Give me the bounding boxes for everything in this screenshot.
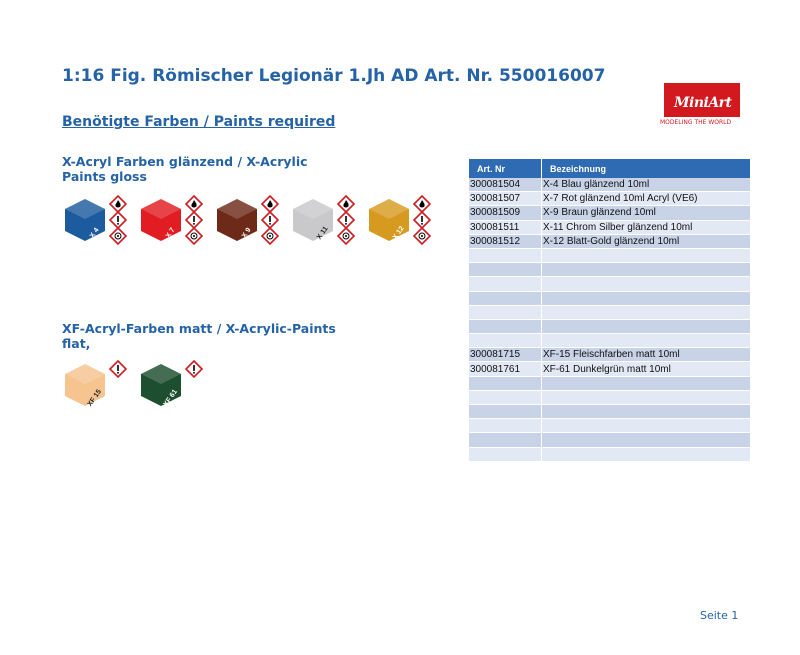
- gloss-paints-row: [62, 197, 452, 247]
- table-row: [469, 277, 751, 291]
- paint-jar-icon: [290, 197, 336, 243]
- cell-art-nr: 300081507: [469, 192, 542, 206]
- table-header-row: [469, 159, 751, 178]
- cell-bezeichnung: [542, 248, 751, 262]
- table-row: [469, 248, 751, 262]
- paint-table: [469, 159, 751, 462]
- flat-section-title: XF-Acryl-Farben matt / X-Acrylic-Paints flat,: [62, 321, 336, 351]
- table-row: [469, 390, 751, 404]
- paint-jar-icon: [138, 362, 184, 408]
- cell-art-nr: [469, 447, 542, 461]
- cell-art-nr: 300081509: [469, 206, 542, 220]
- cell-art-nr: [469, 305, 542, 319]
- table-row: [469, 334, 751, 348]
- cell-art-nr: 300081715: [469, 348, 542, 362]
- paint-item: [290, 197, 362, 245]
- table-row: [469, 305, 751, 319]
- hazard-excl-icon: [109, 360, 127, 378]
- table-row: [469, 220, 751, 234]
- cell-art-nr: [469, 291, 542, 305]
- paint-item: [366, 197, 438, 245]
- paint-jar-code: X 7: [164, 226, 177, 240]
- hazard-health-icon: [413, 227, 431, 245]
- paint-item: [138, 197, 210, 245]
- paints-required-heading: Benötigte Farben / Paints required: [62, 114, 336, 130]
- cell-art-nr: [469, 376, 542, 390]
- cell-bezeichnung: X-12 Blatt-Gold glänzend 10ml: [542, 234, 751, 248]
- page-title: 1:16 Fig. Römischer Legionär 1.Jh AD Art. Nr. 550016007: [62, 66, 606, 86]
- flat-paints-row: [62, 362, 222, 412]
- logo-tagline: MODELING THE WORLD: [660, 119, 732, 126]
- table-row: [469, 234, 751, 248]
- cell-art-nr: [469, 277, 542, 291]
- col-header-art-nr: Art. Nr: [469, 159, 542, 178]
- hazard-health-icon: [261, 227, 279, 245]
- table-row: [469, 348, 751, 362]
- cell-bezeichnung: XF-61 Dunkelgrün matt 10ml: [542, 362, 751, 376]
- cell-bezeichnung: [542, 277, 751, 291]
- miniart-logo: [660, 83, 744, 130]
- cell-art-nr: 300081761: [469, 362, 542, 376]
- table-row: [469, 419, 751, 433]
- cell-bezeichnung: [542, 433, 751, 447]
- cell-bezeichnung: X-4 Blau glänzend 10ml: [542, 178, 751, 192]
- table-row: [469, 206, 751, 220]
- table-row: [469, 291, 751, 305]
- gloss-section-title: X-Acryl Farben glänzend / X-Acrylic Paints gloss: [62, 154, 308, 184]
- cell-bezeichnung: [542, 447, 751, 461]
- cell-bezeichnung: [542, 419, 751, 433]
- cell-art-nr: [469, 263, 542, 277]
- paint-jar-code: X 12: [391, 225, 406, 242]
- table-row: [469, 447, 751, 461]
- paint-jar-code: X 11: [315, 225, 330, 241]
- cell-bezeichnung: XF-15 Fleischfarben matt 10ml: [542, 348, 751, 362]
- cell-bezeichnung: [542, 390, 751, 404]
- paint-jar-icon: [138, 197, 184, 243]
- cell-art-nr: [469, 405, 542, 419]
- cell-art-nr: [469, 419, 542, 433]
- paint-item: [62, 197, 134, 245]
- cell-art-nr: 300081504: [469, 178, 542, 192]
- table-row: [469, 433, 751, 447]
- table-row: [469, 376, 751, 390]
- cell-art-nr: [469, 433, 542, 447]
- cell-art-nr: 300081512: [469, 234, 542, 248]
- cell-bezeichnung: X-9 Braun glänzend 10ml: [542, 206, 751, 220]
- paint-jar-icon: [62, 362, 108, 408]
- paint-jar-code: XF 61: [162, 388, 179, 408]
- table-row: [469, 263, 751, 277]
- table-row: [469, 319, 751, 333]
- page-number: Seite 1: [700, 609, 739, 622]
- paint-item: [138, 362, 210, 410]
- cell-bezeichnung: [542, 334, 751, 348]
- cell-bezeichnung: [542, 291, 751, 305]
- paint-jar-icon: [366, 197, 412, 243]
- hazard-health-icon: [185, 227, 203, 245]
- col-header-bezeichnung: Bezeichnung: [542, 159, 751, 178]
- cell-art-nr: [469, 248, 542, 262]
- paint-jar-icon: [214, 197, 260, 243]
- table-row: [469, 405, 751, 419]
- cell-bezeichnung: [542, 263, 751, 277]
- cell-art-nr: 300081511: [469, 220, 542, 234]
- paint-item: [62, 362, 134, 410]
- paint-jar-code: X 9: [240, 226, 253, 240]
- cell-bezeichnung: X-7 Rot glänzend 10ml Acryl (VE6): [542, 192, 751, 206]
- paint-jar-code: XF 15: [86, 388, 103, 408]
- table-row: [469, 178, 751, 192]
- hazard-health-icon: [109, 227, 127, 245]
- cell-bezeichnung: [542, 305, 751, 319]
- table-row: [469, 362, 751, 376]
- cell-bezeichnung: [542, 319, 751, 333]
- table-row: [469, 192, 751, 206]
- paint-jar-icon: [62, 197, 108, 243]
- cell-art-nr: [469, 390, 542, 404]
- cell-art-nr: [469, 319, 542, 333]
- hazard-excl-icon: [185, 360, 203, 378]
- logo-text: MiniArt: [674, 95, 732, 111]
- paint-item: [214, 197, 286, 245]
- cell-bezeichnung: X-11 Chrom Silber glänzend 10ml: [542, 220, 751, 234]
- paint-jar-code: X 4: [88, 226, 101, 240]
- hazard-health-icon: [337, 227, 355, 245]
- cell-bezeichnung: [542, 376, 751, 390]
- cell-art-nr: [469, 334, 542, 348]
- cell-bezeichnung: [542, 405, 751, 419]
- logo-badge: [664, 83, 740, 117]
